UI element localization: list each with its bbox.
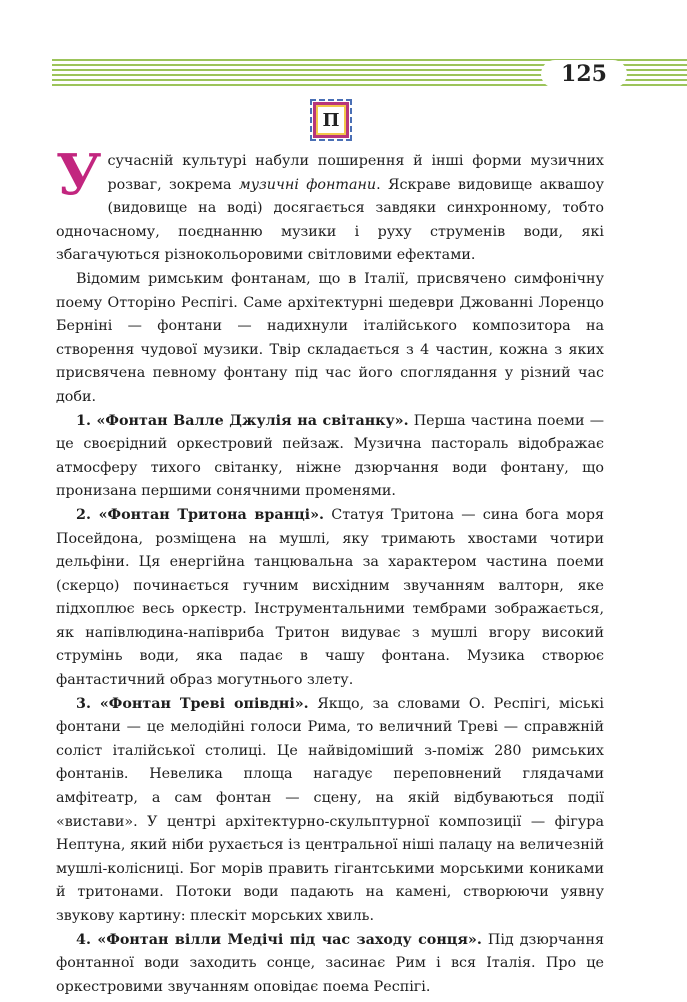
page-number: 125 [541,60,627,88]
drop-cap: У [56,142,102,208]
part-1-paragraph [56,410,604,504]
part-2-title: 2. «Фонтан Тритона вранці». [76,506,324,523]
section-icon-letter: П [322,109,340,131]
part-4-title: 4. «Фонтан вілли Медічі під час заходу сонця». [76,931,482,948]
intro-text-b: . Яскраве видовище аквашоу (видовище на воді) досягається завдяки синхронному, тобто одночасному, поєднанню музики і руху струменів води, які збагачуються різнокольоровими світловими ефектами. [56,176,604,264]
intro-paragraph [56,142,604,268]
part-3-text: Якщо, за словами О. Респігі, міські фонтани — це мелодійні голоси Рима, то величний Треві — справжній соліст італійської столиці. Це найвідоміший з-поміж 280 римських фонтанів. Невелика площа нагадує переповнений глядачами амфітеатр, а сам фонтан — сцену, на якій відбуваються події «вистави». У центрі архітектурно-скульптурної композиції — фігура Нептуна, який ніби рухається із центральної ніші палацу на величезній мушлі-колісниці. Бог морів править гігантськими морськими кониками й тритонами. Потоки води падають на камені, створюючи уявну звукову картину: плескіт морських хвиль. [56,695,604,924]
part-1-text: Перша частина поеми — це своєрідний оркестровий пейзаж. Музична пастораль відображає атмосферу тихого світанку, ніжне дзюрчання води фонтану, що пронизана першими сонячними променями. [56,412,605,500]
part-2-text: Статуя Тритона — сина бога моря Посейдона, розміщена на мушлі, яку тримають хвостами чотири дельфіни. Ця енергійна танцювальна за характером частина поеми (скерцо) починається гучним висхідним звучанням валторн, яке підхоплює весь оркестр. Інструментальними тембрами зображається, як напівлюдина-напівриба Тритон видуває з мушлі вгору високий струмінь води, яка падає в чашу фонтана. Музика створює фантастичний образ могутнього злету. [56,506,605,689]
part-1-title: 1. «Фонтан Валле Джулія на світанку». [76,412,409,429]
part-3-title: 3. «Фонтан Треві опівдні». [76,695,309,712]
part-3-paragraph [56,693,604,929]
intro-text-a: сучасній культурі набули поширення й інші форми музичних розваг, зокрема [107,153,604,193]
section-icon [313,102,349,138]
intro-emphasis: музичні фонтани [238,176,377,193]
part-2-paragraph [56,504,604,693]
body-text [56,142,605,999]
respighi-paragraph: Відомим римським фонтанам, що в Італії, присвячено симфонічну поему Отторіно Респігі. Саме архітектурні шедеври Джованні Лоренцо Берніні — фонтани — надихнули італійського композитора на створення чудової музики. Твір складається з 4 частин, кожна з яких присвячена певному фонтану під час його споглядання у різний час доби. [56,270,604,405]
part-4-paragraph [56,929,604,1000]
part-4-text: Під дзюрчання фонтанної води заходить сонце, засинає Рим і вся Італія. Про це оркестровими звучанням оповідає поема Респігі. [56,931,604,995]
